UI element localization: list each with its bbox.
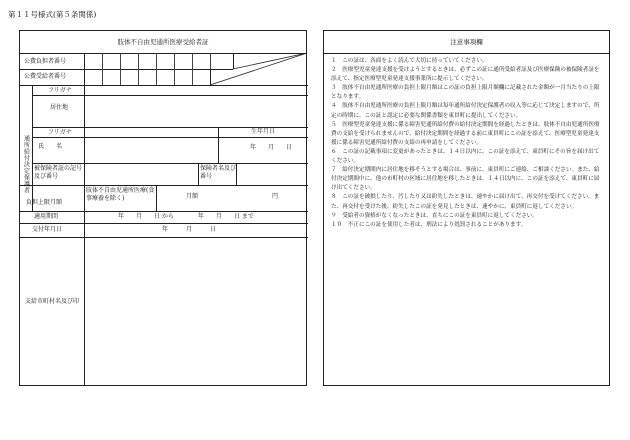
limit-yen-label: 円 [272, 193, 279, 200]
notes-list [331, 57, 603, 230]
diagonal-strike [20, 31, 308, 91]
limit-type: 肢体不自由児通所医療(食事療養を除く) [86, 187, 155, 202]
note-item-4: ４ 肢体不自由児通所医療の負担上限月額は毎年通所給付決定保護者の収入等に応じて決定しますので、所定の時期に、この証と認定に必要な関係書類を東員町に提出してください。 [331, 103, 600, 119]
recipient-number-label: 公費受給者番号 [24, 73, 67, 80]
certificate-title: 肢体不自由児通所医療受給者証 [20, 31, 306, 54]
note-item-8: ８ この証を破損したり、汚したり又は紛失したときは、速やかに届け出て、再交付を受けてください。また、再交付を受けた後、紛失したこの証を発見したときは、速やかに、東員町に返してください。 [331, 194, 600, 210]
note-item-7: ７ 給付決定期間内に居住地を移そうとする場合は、事前に、東員町にご連絡、ご相談ください。また、給付決定期間中に、他の市町村の区域に居住地を移したときは、１４日以内に、この証を添えて、東員町に届け出てください。 [331, 167, 600, 192]
insurance-symbol-label: 被保険者証の記号及び番号 [34, 165, 83, 180]
insurance-symbol-value[interactable] [86, 165, 196, 185]
limit-month-label: 月額 [186, 193, 199, 200]
note-item-1: １ この証は、各面をよく読んで大切に持っていてください。 [331, 58, 488, 64]
address-label: 居住地 [50, 104, 69, 111]
note-item-3: ３ 肢体不自由児通所医療の負担上限月額はこの証の負担上限月額欄に記載された金額が一月当たりの上限となります。 [331, 85, 600, 101]
issuer-label: 支給市町村名及び印 [24, 298, 79, 305]
note-item-6: ６ この証の記載事項に変更があったときは、１４日以内に、この証を添えて、東員町にその旨を届け出てください。 [331, 148, 600, 165]
insurer-value[interactable] [238, 165, 306, 185]
decision-section-label: 通所給付決定保護者 [22, 134, 30, 194]
birthdate-value[interactable]: 年 月 日 [250, 144, 293, 151]
note-item-10: １０ 不正にこの証を使用した者は、刑法により処罰されることがあります。 [331, 221, 527, 228]
period-value[interactable]: 年 月 日 から 年 月 日 まで [118, 213, 254, 220]
name-value[interactable] [86, 139, 216, 163]
notes-title: 注意事項欄 [324, 31, 609, 54]
issue-date-value[interactable]: 年 月 日 [162, 226, 217, 233]
period-label: 適用期間 [34, 213, 59, 220]
limit-label: 負担上限月額 [26, 199, 63, 206]
birthdate-label: 生年月日 [250, 128, 275, 135]
furigana-label-1: フリガナ [48, 87, 72, 94]
note-item-5: ５ 医療型児童発達支援に係る障害児通所給付費の給付決定期間を経過したときは、肢体不自由児通所医療費の支給を受けられませんので、給付決定期間を経過する前に東員町にこの証を添えて、医療型児童発達支援に係る障害児通所給付費の支給の再申請をしてください。 [331, 121, 600, 146]
address-value[interactable] [86, 97, 306, 127]
form-number: 第１１号様式(第５条関係) [8, 10, 97, 19]
name-label: 氏 名 [38, 143, 63, 150]
note-item-2: ２ 医療型児童発達支援を受けようとするときは、必ずこの証に通所受給者証及び医療保険の被保険者証を添えて、指定医療型児童発達支援事業所に提示してください。 [331, 67, 600, 83]
note-item-9: ９ 受給者の資格がなくなったときは、直ちにこの証を東員町に返してください。 [331, 212, 538, 219]
furigana-label-2: フリガナ [48, 129, 72, 136]
issuer-stamp-area[interactable] [86, 239, 306, 385]
certificate-panel [19, 30, 307, 386]
payer-number-label: 公費負担者番号 [24, 58, 67, 65]
notes-panel [323, 30, 610, 386]
issue-date-label: 交付年月日 [32, 226, 63, 233]
insurer-label: 保険者名及び番号 [200, 165, 237, 180]
